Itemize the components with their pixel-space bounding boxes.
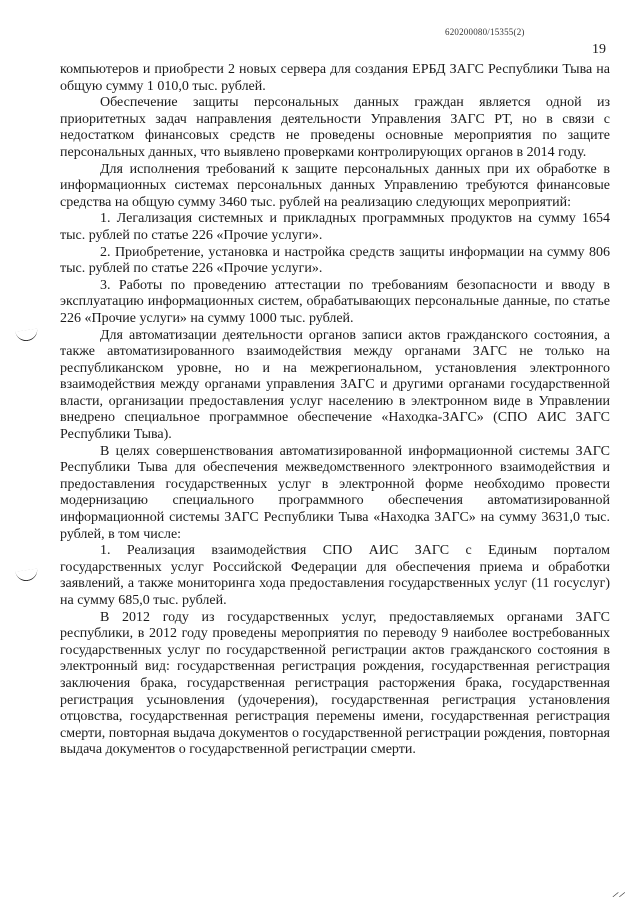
margin-check-mark <box>15 569 38 583</box>
margin-check-mark <box>15 329 38 343</box>
handwritten-mark: ⸝⸝ <box>612 884 625 899</box>
document-body <box>60 62 610 759</box>
paragraph: В целях совершенствования автоматизированной информационной системы ЗАГС Республики Тыва для обеспечения межведомственного электронного взаимодействия и предоставления государственных услуг в электронной форме необходимо провести модернизацию специального программного обеспечения автоматизированной информационной системы ЗАГС Республики Тыва «Находка ЗАГС» на сумму 3631,0 тыс. рублей, в том числе: <box>60 443 610 542</box>
list-item: 1. Реализация взаимодействия СПО АИС ЗАГС с Единым порталом государственных услуг Российской Федерации для обеспечения приема и обработки заявлений, а также мониторинга хода предоставления государственных услуг (11 госуслуг) на сумму 685,0 тыс. рублей. <box>60 543 610 608</box>
paragraph: Для исполнения требований к защите персональных данных при их обработке в информационных системах персональных данных Управлению требуются финансовые средства на общую сумму 3460 тыс. рублей на реализацию следующих мероприятий: <box>60 161 610 210</box>
list-item: 3. Работы по проведению аттестации по требованиям безопасности и вводу в эксплуатацию информационных систем, обрабатывающих персональные данные, по статье 226 «Прочие услуги» на сумму 1000 тыс. рублей. <box>60 277 610 326</box>
paragraph: Для автоматизации деятельности органов записи актов гражданского состояния, а также автоматизированного взаимодействия между органами ЗАГС не только на республиканском уровне, но и на межрегиональном, установления электронного взаимодействия между органами управления ЗАГС и другими органами государственной власти, организации предоставления услуг населению в электронном виде в Управлении внедрено специальное программное обеспечение «Находка-ЗАГС» (СПО АИС ЗАГС Республики Тыва). <box>60 327 610 443</box>
paragraph: В 2012 году из государственных услуг, предоставляемых органами ЗАГС республики, в 2012 году проведены мероприятия по переводу 9 наиболее востребованных государственных услуг по государственной регистрации актов гражданского состояния в электронный вид: государственная регистрация рождения, государственная регистрация заключения брака, государственная регистрация расторжения брака, государственная регистрация усыновления (удочерения), государственная регистрация установления отцовства, государственная регистрация перемены имени, государственная регистрация смерти, повторная выдача документов о государственной регистрации рождения, повторная выдача документов о государственной регистрации смерти. <box>60 609 610 758</box>
document-id: 620200080/15355(2) <box>445 27 525 37</box>
paragraph: компьютеров и приобрести 2 новых сервера для создания ЕРБД ЗАГС Республики Тыва на общую сумму 1 010,0 тыс. рублей. <box>60 62 610 94</box>
list-item: 2. Приобретение, установка и настройка средств защиты информации на сумму 806 тыс. рублей по статье 226 «Прочие услуги». <box>60 244 610 277</box>
paragraph: Обеспечение защиты персональных данных граждан является одной из приоритетных задач направления деятельности Управления ЗАГС РТ, но в связи с недостатком финансовых средств не проведены основные мероприятия по защите персональных данных, что выявлено проверками контролирующих органов в 2014 году. <box>60 95 610 160</box>
list-item: 1. Легализация системных и прикладных программных продуктов на сумму 1654 тыс. рублей по статье 226 «Прочие услуги». <box>60 211 610 243</box>
page-number: 19 <box>592 42 606 57</box>
